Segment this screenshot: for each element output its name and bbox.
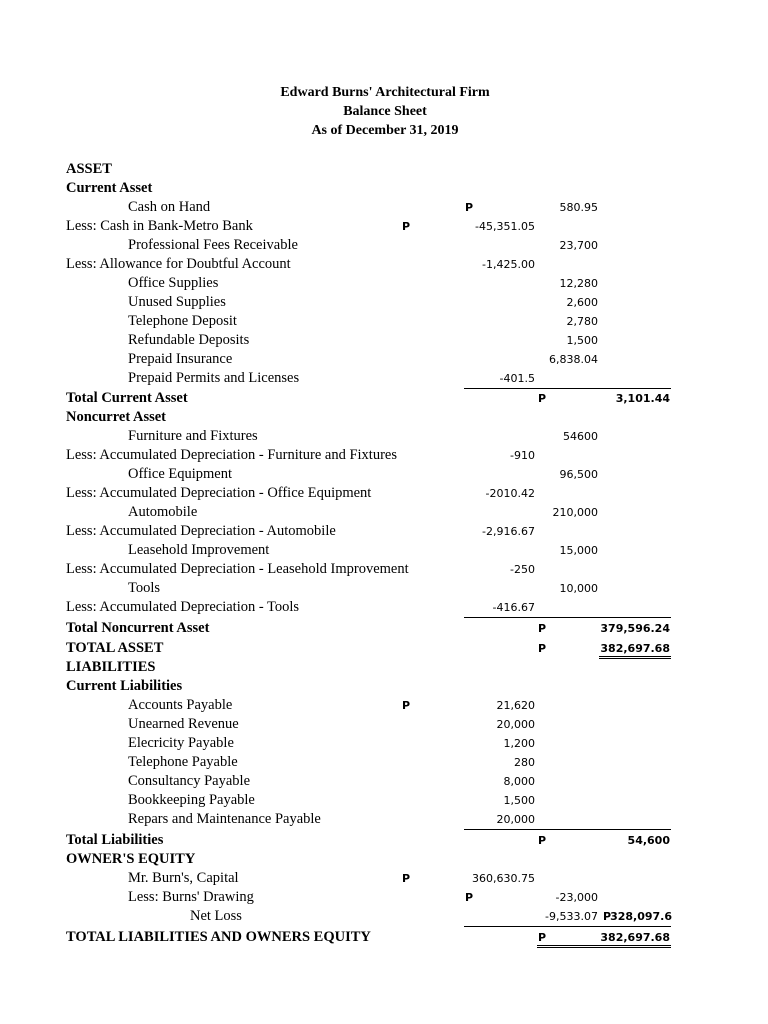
capital-label: Mr. Burn's, Capital [128, 870, 239, 886]
drawing-label: Less: Burns' Drawing [128, 889, 254, 905]
ledger-row [0, 369, 768, 388]
ledger-row [0, 503, 768, 522]
ledger-row [0, 198, 768, 217]
ledger-amount: 6,838.04 [549, 353, 598, 366]
ledger-label: Less: Accumulated Depreciation - Automobile [66, 523, 336, 539]
equity-heading: OWNER'S EQUITY [66, 851, 196, 867]
net-loss-label: Net Loss [190, 908, 242, 924]
ledger-label: Less: Allowance for Doubtful Account [66, 256, 291, 272]
ledger-amount: -401.5 [499, 372, 535, 385]
ledger-label: Tools [128, 580, 161, 596]
currency-marker: P [538, 834, 547, 847]
ledger-label: Less: Accumulated Depreciation - Office Equipment [66, 485, 372, 501]
current-liabilities-heading-row [0, 677, 768, 696]
equity-heading-row [0, 850, 768, 869]
current-asset-heading: Current Asset [66, 180, 153, 196]
total-liabilities-amount: 54,600 [627, 834, 670, 847]
ledger-row [0, 715, 768, 734]
ledger-row [0, 427, 768, 446]
ledger-amount: 2,600 [566, 296, 598, 309]
ledger-row [0, 446, 768, 465]
ledger-row [0, 810, 768, 829]
ledger-row [0, 312, 768, 331]
ledger-row [0, 541, 768, 560]
ledger-amount: 23,700 [559, 239, 598, 252]
ledger-label: Prepaid Permits and Licenses [128, 370, 300, 386]
ledger-amount: 20,000 [496, 813, 535, 826]
ledger-row [0, 522, 768, 541]
ledger-row [0, 598, 768, 617]
currency-marker: P [402, 699, 411, 712]
total-liabilities-label: Total Liabilities [66, 832, 164, 848]
asset-heading-row [0, 160, 768, 179]
total-liabilities-row [0, 831, 768, 850]
noncurrent-asset-heading-row [0, 408, 768, 427]
firm-name: Edward Burns' Architectural Firm [280, 85, 490, 100]
ledger-label: Leasehold Improvement [128, 542, 270, 558]
ledger-amount: -910 [510, 449, 535, 462]
liabilities-heading: LIABILITIES [66, 659, 156, 675]
currency-marker: P [538, 642, 547, 655]
ledger-amount: -45,351.05 [475, 220, 535, 233]
grand-total-amount: 382,697.68 [600, 931, 670, 944]
ledger-row [0, 350, 768, 369]
ledger-row [0, 696, 768, 715]
ledger-label: Less: Cash in Bank-Metro Bank [66, 218, 253, 234]
ledger-row [0, 753, 768, 772]
ledger-row [0, 484, 768, 503]
currency-marker: P [603, 910, 612, 923]
ledger-amount: 96,500 [559, 468, 598, 481]
ledger-row [0, 236, 768, 255]
ledger-label: Office Equipment [128, 466, 233, 482]
total-current-asset-row [0, 389, 768, 408]
total-noncurrent-asset-label: Total Noncurrent Asset [66, 620, 210, 636]
capital-amount: 360,630.75 [472, 872, 535, 885]
currency-marker: P [465, 891, 474, 904]
ledger-amount: -416.67 [492, 601, 535, 614]
ledger-amount: 20,000 [496, 718, 535, 731]
ledger-amount: 580.95 [559, 201, 598, 214]
statement-title: Balance Sheet [343, 104, 427, 119]
ledger-row [0, 293, 768, 312]
ledger-amount: 54600 [563, 430, 598, 443]
ledger-row [0, 255, 768, 274]
ledger-row [0, 772, 768, 791]
ledger-amount: 1,500 [503, 794, 535, 807]
ledger-amount: -1,425.00 [482, 258, 535, 271]
total-noncurrent-asset-row [0, 619, 768, 638]
subtotal-rule [464, 829, 671, 830]
ledger-label: Accounts Payable [128, 697, 233, 713]
ledger-amount: 1,500 [566, 334, 598, 347]
ledger-amount: -2010.42 [485, 487, 535, 500]
ledger-label: Prepaid Insurance [128, 351, 233, 367]
ledger-row [0, 734, 768, 753]
total-noncurrent-asset-amount: 379,596.24 [600, 622, 670, 635]
ledger-label: Elecricity Payable [128, 735, 234, 751]
ledger-label: Less: Accumulated Depreciation - Furniture and Fixtures [66, 447, 397, 463]
ledger-label: Consultancy Payable [128, 773, 251, 789]
ledger-label: Less: Accumulated Depreciation - Leasehold Improvement [66, 561, 409, 577]
ledger-amount: 10,000 [559, 582, 598, 595]
ledger-amount: -2,916.67 [482, 525, 535, 538]
ledger-label: Telephone Deposit [128, 313, 237, 329]
total-current-asset-amount: 3,101.44 [615, 392, 670, 405]
total-asset-label: TOTAL ASSET [66, 640, 164, 656]
ledger-amount: 21,620 [496, 699, 535, 712]
current-asset-heading-row [0, 179, 768, 198]
ledger-label: Professional Fees Receivable [128, 237, 298, 253]
currency-marker: P [402, 220, 411, 233]
capital-row [0, 869, 768, 888]
total-current-asset-label: Total Current Asset [66, 390, 188, 406]
ledger-amount: 1,200 [503, 737, 535, 750]
currency-marker: P [538, 392, 547, 405]
ledger-label: Unearned Revenue [128, 716, 239, 732]
ledger-label: Automobile [128, 504, 198, 520]
ledger-row [0, 791, 768, 810]
subtotal-rule [464, 926, 671, 927]
ledger-label: Unused Supplies [128, 294, 226, 310]
subtotal-rule [464, 617, 671, 618]
ledger-amount: -250 [510, 563, 535, 576]
ledger-label: Repars and Maintenance Payable [128, 811, 321, 827]
currency-marker: P [402, 872, 411, 885]
drawing-amount: -23,000 [555, 891, 598, 904]
ledger-amount: 15,000 [559, 544, 598, 557]
ledger-row [0, 465, 768, 484]
ledger-row [0, 217, 768, 236]
grand-total-label: TOTAL LIABILITIES AND OWNERS EQUITY [66, 929, 371, 945]
statement-date: As of December 31, 2019 [311, 123, 459, 138]
ledger-label: Bookkeeping Payable [128, 792, 255, 808]
currency-marker: P [465, 201, 474, 214]
ledger-row [0, 331, 768, 350]
ledger-label: Furniture and Fixtures [128, 428, 258, 444]
net-loss-amount: -9,533.07 [545, 910, 598, 923]
ledger-label: Telephone Payable [128, 754, 238, 770]
ledger-amount: 8,000 [503, 775, 535, 788]
current-liabilities-heading: Current Liabilities [66, 678, 183, 694]
currency-marker: P [538, 931, 547, 944]
drawing-row [0, 888, 768, 907]
total-asset-amount: 382,697.68 [600, 642, 670, 655]
asset-heading: ASSET [66, 161, 112, 177]
ledger-row [0, 560, 768, 579]
ledger-label: Less: Accumulated Depreciation - Tools [66, 599, 300, 615]
ledger-row [0, 579, 768, 598]
ledger-label: Office Supplies [128, 275, 219, 291]
equity-total-amount: 328,097.6 [610, 910, 672, 923]
liabilities-heading-row [0, 658, 768, 677]
ledger-amount: 280 [514, 756, 535, 769]
noncurrent-asset-heading: Noncurret Asset [66, 409, 167, 425]
ledger-row [0, 274, 768, 293]
double-underline [537, 945, 671, 948]
ledger-amount: 210,000 [552, 506, 598, 519]
ledger-label: Refundable Deposits [128, 332, 250, 348]
net-loss-row [0, 907, 768, 926]
ledger-amount: 2,780 [566, 315, 598, 328]
currency-marker: P [538, 622, 547, 635]
ledger-amount: 12,280 [559, 277, 598, 290]
ledger-label: Cash on Hand [128, 199, 211, 215]
